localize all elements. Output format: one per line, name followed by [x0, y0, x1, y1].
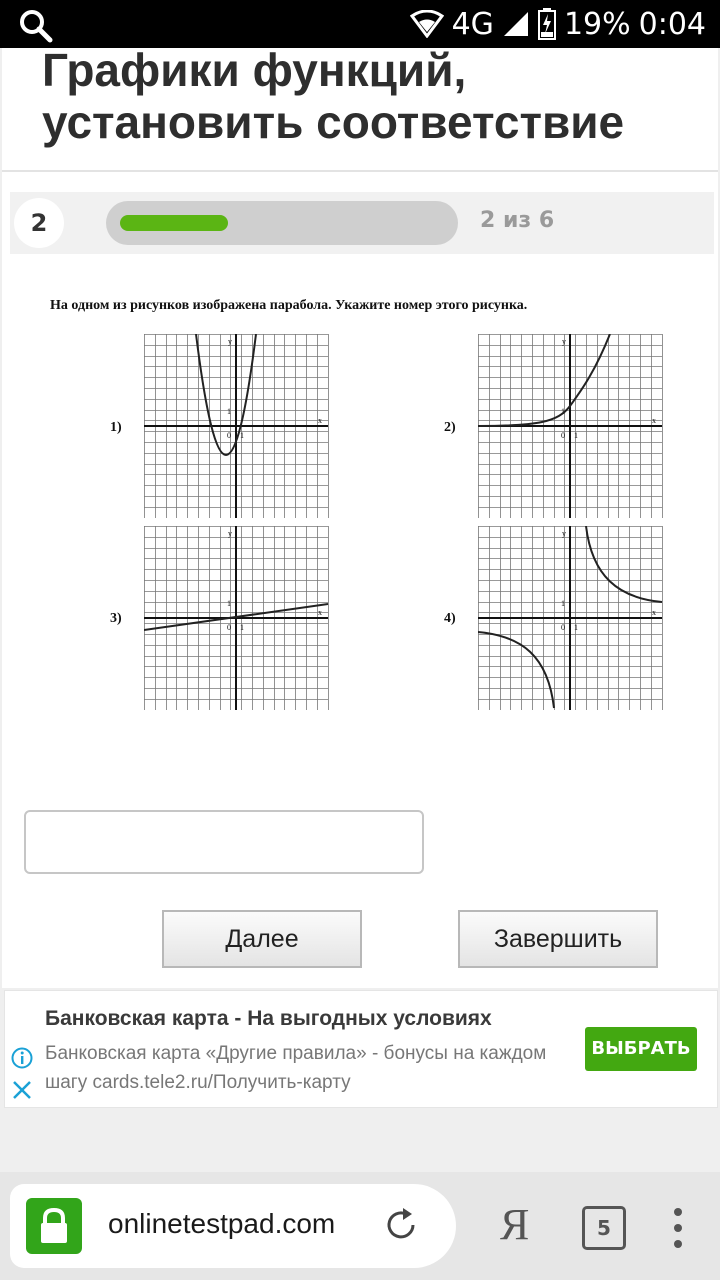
graph-2-exponential: [478, 334, 664, 518]
ad-description[interactable]: Банковская карта «Другие правила» - бонусы на каждом шагу cards.tele2.ru/Получить-карту: [45, 1043, 547, 1093]
battery-level: 19%: [563, 6, 631, 42]
next-button[interactable]: Далее: [162, 910, 362, 968]
y-axis-label: y: [562, 529, 566, 538]
status-indicators: [410, 6, 706, 42]
wifi-icon: [410, 10, 444, 38]
tab-switcher-button[interactable]: 5: [582, 1206, 626, 1250]
divider: [2, 170, 718, 172]
question-number-badge: 2: [14, 198, 64, 248]
browser-toolbar: [0, 1172, 720, 1280]
graph-label-4: 4): [444, 611, 456, 626]
curve-2: [478, 334, 610, 426]
ad-cta-button[interactable]: ВЫБРАТЬ: [585, 1027, 697, 1071]
graph-label-2: 2): [444, 420, 456, 435]
unit-x-label: 1: [574, 431, 578, 440]
graph-3-line: [144, 526, 330, 710]
unit-x-label: 1: [240, 623, 244, 632]
more-menu-icon[interactable]: [672, 1206, 684, 1250]
search-icon[interactable]: [18, 8, 54, 44]
unit-y-label: 1: [227, 407, 231, 416]
page-title: Графики функций, установить соответствие: [42, 44, 625, 148]
y-axis-label: y: [228, 337, 232, 346]
x-axis-label: x: [318, 416, 322, 425]
x-axis-label: x: [652, 416, 656, 425]
progress-bar-fill: [120, 215, 228, 231]
info-icon[interactable]: [11, 1047, 33, 1069]
unit-y-label: 1: [227, 599, 231, 608]
origin-label: 0: [561, 431, 565, 440]
y-axis-label: y: [562, 337, 566, 346]
finish-button[interactable]: Завершить: [458, 910, 658, 968]
ad-banner[interactable]: [4, 990, 718, 1108]
x-axis-label: x: [318, 608, 322, 617]
question-text: На одном из рисунков изображена парабола. Укажите номер этого рисунка.: [50, 298, 528, 313]
progress-row: [10, 192, 714, 254]
clock: 0:04: [638, 6, 706, 42]
y-axis-label: y: [228, 529, 232, 538]
battery-icon: [538, 8, 556, 40]
curve-1: [196, 334, 256, 455]
x-axis-label: x: [652, 608, 656, 617]
page-content: [2, 44, 718, 1172]
yandex-icon[interactable]: Я: [500, 1200, 530, 1249]
lock-icon[interactable]: [26, 1198, 82, 1254]
unit-x-label: 1: [574, 623, 578, 632]
graph-label-1: 1): [110, 420, 122, 435]
network-type: 4G: [451, 6, 494, 42]
origin-label: 0: [561, 623, 565, 632]
origin-label: 0: [227, 431, 231, 440]
signal-icon: [502, 10, 530, 38]
graph-1-parabola: [144, 334, 330, 518]
ad-title[interactable]: Банковская карта - На выгодных условиях: [45, 1007, 492, 1030]
reload-icon[interactable]: [382, 1206, 420, 1244]
unit-y-label: 1: [561, 599, 565, 608]
origin-label: 0: [227, 623, 231, 632]
unit-x-label: 1: [240, 431, 244, 440]
url-text[interactable]: onlinetestpad.com: [108, 1208, 336, 1239]
answer-input[interactable]: [24, 810, 424, 874]
status-bar: [0, 0, 720, 48]
unit-y-label: 1: [561, 407, 565, 416]
question-counter: 2 из 6: [480, 208, 555, 233]
close-icon[interactable]: [11, 1079, 33, 1101]
graph-4-hyperbola: [478, 526, 664, 710]
graph-label-3: 3): [110, 611, 122, 626]
progress-bar: [106, 201, 458, 245]
test-card: [2, 44, 718, 988]
address-bar[interactable]: [10, 1184, 456, 1268]
